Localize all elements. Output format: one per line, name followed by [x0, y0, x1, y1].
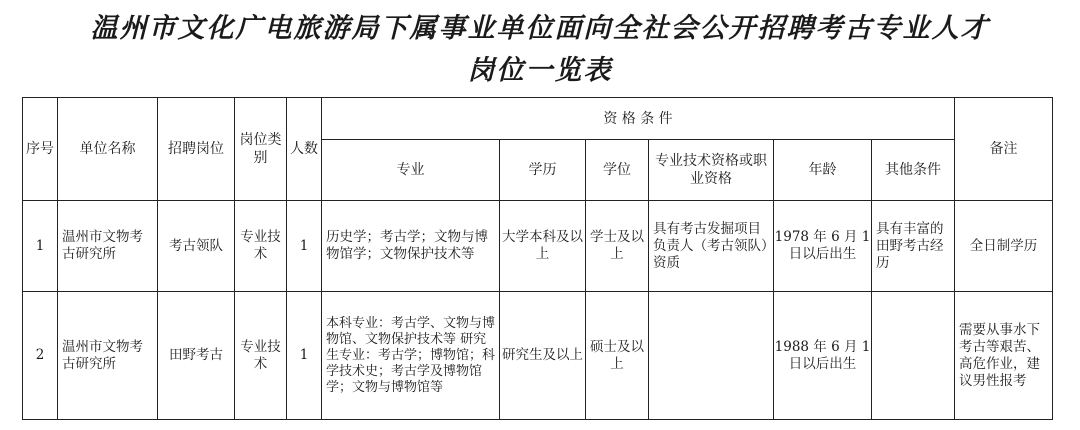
- header-unit: 单位名称: [58, 98, 158, 201]
- cell-remarks: 全日制学历: [955, 201, 1053, 292]
- header-remarks: 备注: [955, 98, 1053, 201]
- document-title: [0, 8, 1080, 92]
- cell-major: 历史学；考古学；文物与博物馆学；文物保护技术等: [322, 201, 500, 292]
- cell-degree: 学士及以上: [586, 201, 649, 292]
- header-degree: 学位: [586, 140, 649, 201]
- cell-other: [872, 292, 955, 420]
- table-row: [23, 292, 1053, 420]
- cell-category: 专业技术: [235, 292, 287, 420]
- header-position: 招聘岗位: [158, 98, 235, 201]
- cell-major: 本科专业：考古学、文物与博物馆、文物保护技术等 研究生专业：考古学；博物馆；科学技术史；考古学及博物馆学；文物与博物馆等: [322, 292, 500, 420]
- cell-count: 1: [287, 201, 322, 292]
- header-age: 年龄: [774, 140, 872, 201]
- cell-category: 专业技术: [235, 201, 287, 292]
- header-seq: 序号: [23, 98, 58, 201]
- cell-cert: [649, 292, 774, 420]
- cell-education: 研究生及以上: [500, 292, 586, 420]
- header-count: 人数: [287, 98, 322, 201]
- cell-seq: 2: [23, 292, 58, 420]
- title-line-2: 岗位一览表: [467, 55, 613, 86]
- cell-other: 具有丰富的田野考古经历: [872, 201, 955, 292]
- cell-age: 1978 年 6 月 1 日以后出生: [774, 201, 872, 292]
- cell-count: 1: [287, 292, 322, 420]
- cell-seq: 1: [23, 201, 58, 292]
- header-cert: 专业技术资格或职业资格: [649, 140, 774, 201]
- table-row: [23, 201, 1053, 292]
- cell-position: 考古领队: [158, 201, 235, 292]
- title-line-1: 温州市文化广电旅游局下属事业单位面向全社会公开招聘考古专业人才: [90, 13, 990, 44]
- header-other: 其他条件: [872, 140, 955, 201]
- header-major: 专业: [322, 140, 500, 201]
- cell-education: 大学本科及以上: [500, 201, 586, 292]
- header-education: 学历: [500, 140, 586, 201]
- cell-degree: 硕士及以上: [586, 292, 649, 420]
- cell-age: 1988 年 6 月 1 日以后出生: [774, 292, 872, 420]
- cell-remarks: 需要从事水下考古等艰苦、高危作业，建议男性报考: [955, 292, 1053, 420]
- header-qualifications: 资 格 条 件: [322, 98, 955, 140]
- recruitment-table: [22, 97, 1053, 420]
- cell-cert: 具有考古发掘项目负责人（考古领队）资质: [649, 201, 774, 292]
- cell-position: 田野考古: [158, 292, 235, 420]
- header-category: 岗位类别: [235, 98, 287, 201]
- cell-unit: 温州市文物考古研究所: [58, 201, 158, 292]
- cell-unit: 温州市文物考古研究所: [58, 292, 158, 420]
